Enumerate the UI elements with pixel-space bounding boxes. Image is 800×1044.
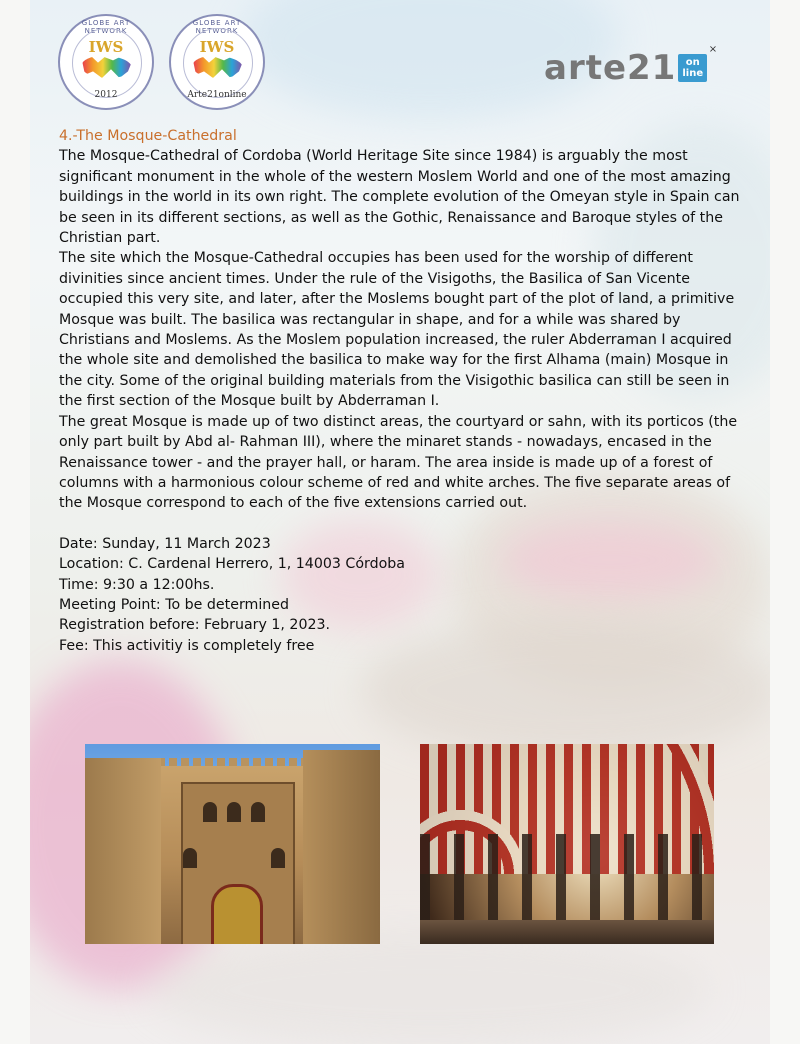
brand-word: arte21 (544, 48, 677, 88)
logo-arc-text: GLOBE ART NETWORK (81, 19, 131, 35)
mosque-facade-photo (85, 744, 380, 944)
iws-logo-arte21 (169, 14, 265, 110)
event-date: Date: Sunday, 11 March 2023 (59, 535, 271, 552)
event-fee: Fee: This activitiy is completely free (59, 637, 315, 654)
logo-arc-text: GLOBE ART NETWORK (192, 19, 242, 35)
paragraph: The Mosque-Cathedral of Cordoba (World Heritage Site since 1984) is arguably the most significant monument in the whole of the western Moslem World and one of the most amazing buildings in the world in its own right. The complete evolution of the Omeyan style in Spain can be seen in its different sections, as well as the Gothic, Renaissance and Baroque styles of the Christian part. (59, 148, 740, 247)
logo-bottom-text: Arte21online (187, 90, 247, 100)
event-location: Location: C. Cardenal Herrero, 1, 14003 Córdoba (59, 556, 405, 573)
brand-badge: on line (678, 54, 707, 82)
event-time: Time: 9:30 a 12:00hs. (59, 576, 215, 593)
registration-deadline: Registration before: February 1, 2023. (59, 617, 331, 634)
logo-iws-text: IWS (88, 38, 124, 56)
brand-mark: × (708, 44, 718, 55)
watercolor-wash (150, 930, 710, 1044)
logo-iws-text: IWS (199, 38, 235, 56)
iws-logo-2012 (58, 14, 154, 110)
arte21-online-logo (544, 44, 718, 88)
flyer-page (30, 0, 770, 1044)
facade-door (211, 884, 263, 944)
paragraph: The site which the Mosque-Cathedral occupies has been used for the worship of different divinities since ancient times. Under the rule of the Visigoths, the Basilica of San Vicente occupied this very site, and later, after the Moslems bought part of the plot of land, a primitive Mosque was built. The basilica was rectangular in shape, and for a while was shared by Christians and Moslems. As the Moslem population increased, the ruler Abderraman I acquired the whole site and demolished the basilica to make way for the first Alhama (main) Mosque in the city. Some of the original building materials from the Visigothic basilica can still be seen in the first section of the Mosque built by Abderraman I. (59, 250, 735, 410)
logo-year: 2012 (94, 90, 118, 100)
meeting-point: Meeting Point: To be determined (59, 596, 290, 613)
section-heading: 4.-The Mosque-Cathedral (59, 128, 237, 144)
article-body (59, 126, 749, 656)
mosque-arches-photo (420, 744, 714, 944)
paragraph: The great Mosque is made up of two distinct areas, the courtyard or sahn, with its porticos (the only part built by Abd al- Rahman III), where the minaret stands - nowadays, encased in the Renaissance tower - and the prayer hall, or haram. The area inside is made up of a forest of columns with a harmonious colour scheme of red and white arches. The five separate areas of the Mosque correspond to each of the five extensions carried out. (59, 413, 738, 512)
